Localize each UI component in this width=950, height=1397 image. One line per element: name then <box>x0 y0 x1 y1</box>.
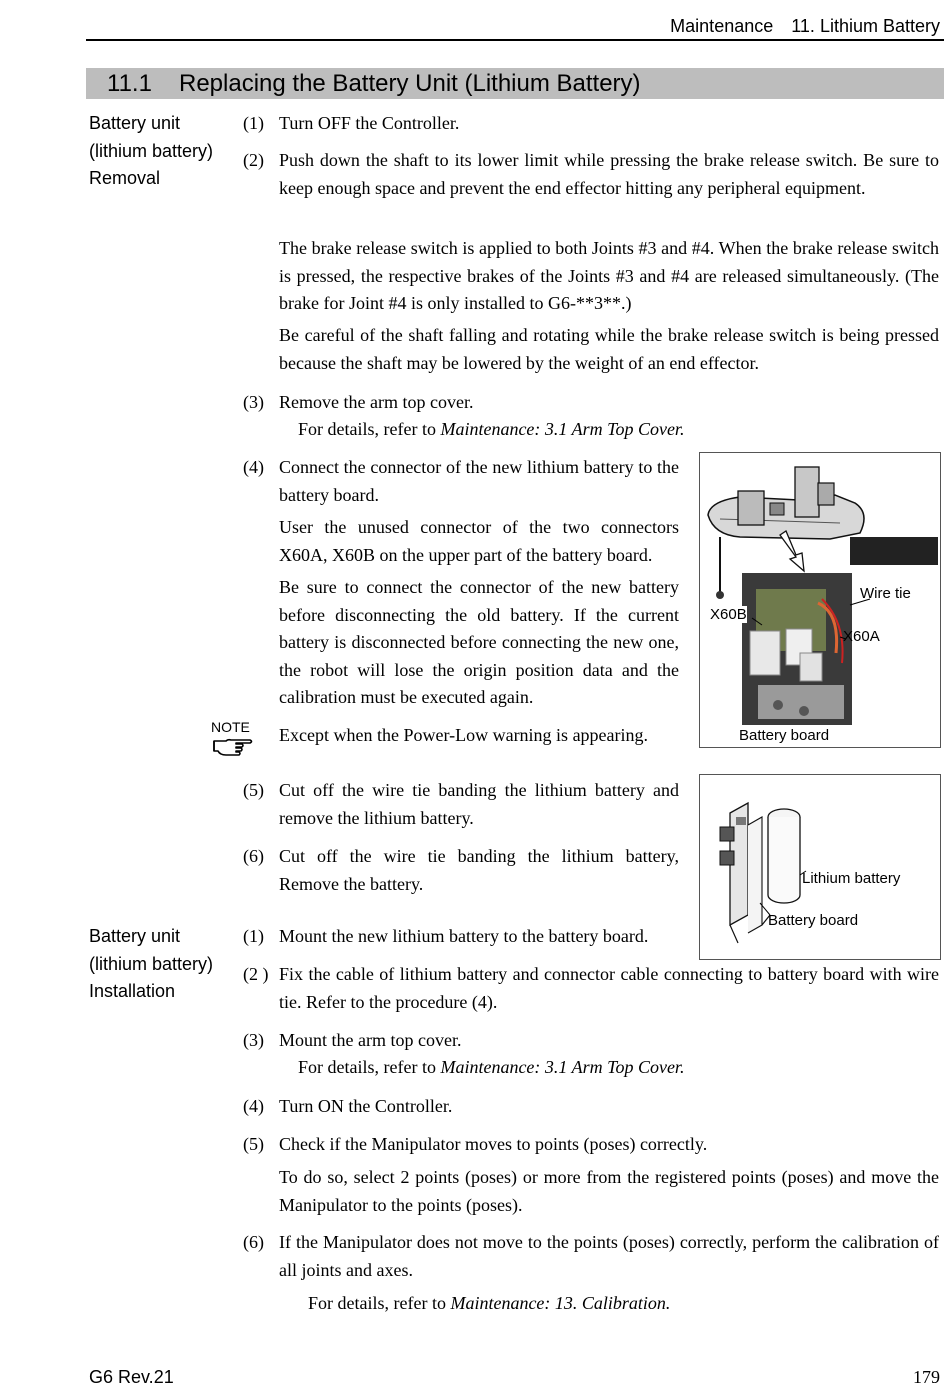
running-header <box>670 16 940 37</box>
step-text: Cut off the wire tie banding the lithium battery and remove the lithium battery. <box>279 780 679 828</box>
step-paragraph: To do so, select 2 points (poses) or more from the registered points (poses) and move the Manipulator to the points (poses). <box>279 1167 939 1215</box>
removal-label: Battery unit (lithium battery) Removal <box>89 113 214 188</box>
step-number: (1) <box>243 926 264 946</box>
step-text: Connect the connector of the new lithium battery to the battery board. <box>279 457 679 505</box>
step-text: Fix the cable of lithium battery and connector cable connecting to battery board with wire tie. Refer to the procedure (4). <box>279 964 939 1012</box>
battery-board-figure <box>699 452 941 748</box>
x60a-label: X60A <box>843 628 880 645</box>
reference-link[interactable]: Maintenance: 3.1 Arm Top Cover. <box>440 419 685 439</box>
step-number: (6) <box>243 846 264 866</box>
step-text: Cut off the wire tie banding the lithium battery, Remove the battery. <box>279 846 679 894</box>
page-number: 179 <box>913 1367 940 1387</box>
step-number: (5) <box>243 780 264 800</box>
note-text: Except when the Power-Low warning is appearing. <box>279 725 649 745</box>
step-number: (3) <box>243 392 264 412</box>
step-text: Turn ON the Controller. <box>279 1096 453 1116</box>
note-label: NOTE <box>211 719 250 735</box>
step-paragraph: The brake release switch is applied to both Joints #3 and #4. When the brake release switch is pressed, the respective brakes of the Joints #3 and #4 are released simultaneously. (The brake for Joint #4 is only installed to G6-**3**.) <box>279 238 939 313</box>
step-number: (1) <box>243 113 264 133</box>
reference-line: For details, refer to Maintenance: 3.1 Arm Top Cover. <box>298 1057 685 1077</box>
pointing-hand-icon <box>212 735 254 757</box>
step-number: (2) <box>243 150 264 170</box>
x60b-label: X60B <box>710 606 747 623</box>
step-text: Turn OFF the Controller. <box>279 113 460 133</box>
reference-link[interactable]: Maintenance: 13. Calibration. <box>450 1293 671 1313</box>
step-paragraph: Be careful of the shaft falling and rotating while the brake release switch is being pressed because the shaft may be lowered by the weight of an end effector. <box>279 325 939 373</box>
step-text: Push down the shaft to its lower limit while pressing the brake release switch. Be sure to keep enough space and prevent the end effector hitting any peripheral equipment. <box>279 150 939 198</box>
step-paragraph: Be sure to connect the connector of the new battery before disconnecting the old battery. If the current battery is disconnected before connecting the new one, the robot will lose the origin position data and the calibration must be executed again. <box>279 577 679 707</box>
step-number: (6) <box>243 1232 264 1252</box>
step-text: Remove the arm top cover. <box>279 392 474 412</box>
section-number: 11.1 <box>107 70 152 97</box>
footer-doc-id: G6 Rev.21 <box>89 1367 174 1387</box>
lithium-battery-figure <box>699 774 941 960</box>
section-heading <box>86 68 944 99</box>
header-chapter: 11. Lithium Battery <box>791 16 940 36</box>
step-number: (2 ) <box>243 964 269 984</box>
step-text: Mount the arm top cover. <box>279 1030 462 1050</box>
installation-label: Battery unit (lithium battery) Installation <box>89 926 214 1001</box>
step-number: (4) <box>243 457 264 477</box>
step-number: (4) <box>243 1096 264 1116</box>
header-section: Maintenance <box>670 16 774 36</box>
reference-line: For details, refer to Maintenance: 3.1 Arm Top Cover. <box>298 419 685 439</box>
step-text: Mount the new lithium battery to the battery board. <box>279 926 649 946</box>
step-number: (3) <box>243 1030 264 1050</box>
section-title: Replacing the Battery Unit (Lithium Battery) <box>179 70 641 97</box>
step-text: If the Manipulator does not move to the points (poses) correctly, perform the calibration of all joints and axes. <box>279 1232 939 1280</box>
wire-tie-label: Wire tie <box>860 585 911 602</box>
lithium-battery-label: Lithium battery <box>802 870 901 887</box>
step-paragraph: User the unused connector of the two connectors X60A, X60B on the upper part of the battery board. <box>279 517 679 565</box>
step-text: Check if the Manipulator moves to points (poses) correctly. <box>279 1134 708 1154</box>
battery-board-caption: Battery board <box>739 727 830 744</box>
lithium-battery-illustration <box>700 775 940 959</box>
battery-board-label: Battery board <box>768 912 859 929</box>
header-rule <box>86 39 944 41</box>
step-number: (5) <box>243 1134 264 1154</box>
reference-line: For details, refer to Maintenance: 13. Calibration. <box>308 1293 671 1313</box>
reference-link[interactable]: Maintenance: 3.1 Arm Top Cover. <box>440 1057 685 1077</box>
